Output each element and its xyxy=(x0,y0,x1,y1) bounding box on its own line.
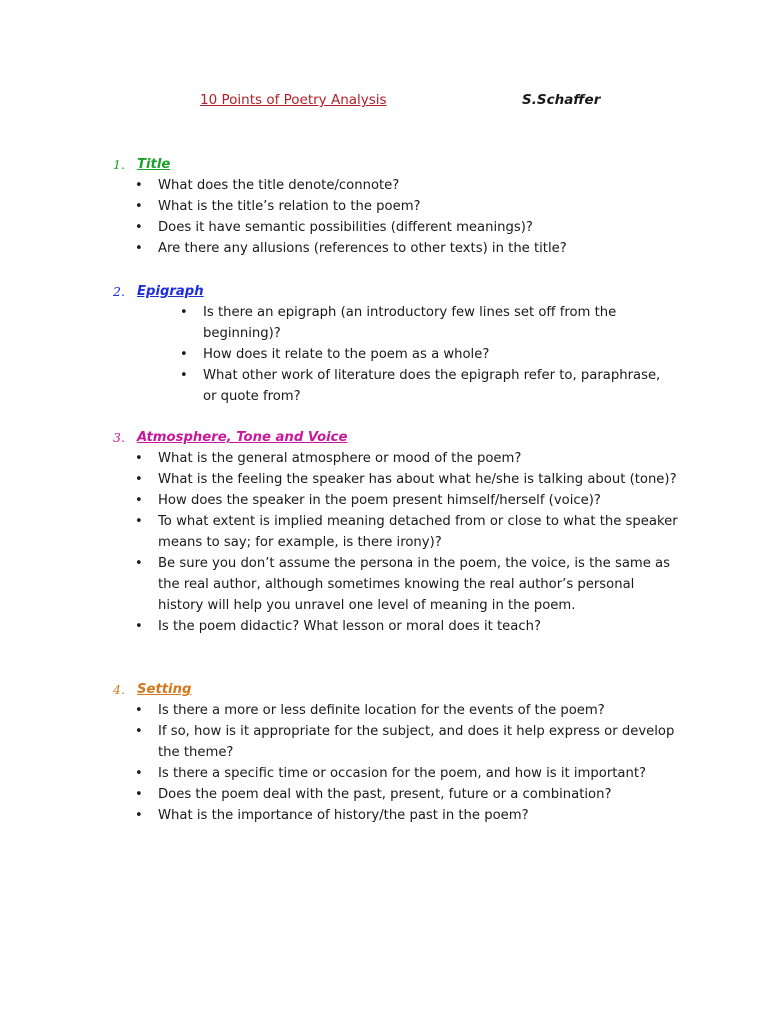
list-item: • What is the importance of history/the past in the poem? xyxy=(0,805,768,826)
list-item: • What other work of literature does the epigraph refer to, paraphrase, or quote from? xyxy=(0,365,768,407)
bullet-list xyxy=(0,175,768,259)
list-item: • How does it relate to the poem as a whole? xyxy=(0,344,768,365)
bullet-icon: • xyxy=(135,514,143,529)
list-item: • Is there a specific time or occasion for the poem, and how is it important? xyxy=(0,763,768,784)
bullet-icon: • xyxy=(135,199,143,214)
section-heading-text: Setting xyxy=(137,682,192,697)
list-item: • If so, how is it appropriate for the subject, and does it help express or develop the theme? xyxy=(0,721,768,763)
list-item: • Be sure you don’t assume the persona in the poem, the voice, is the same as the real author, although sometimes knowing the real author’s personal history will help you unravel one level of meaning in the poem. xyxy=(0,553,768,616)
bullet-icon: • xyxy=(135,241,143,256)
section-setting xyxy=(0,679,768,826)
list-item: • Does the poem deal with the past, present, future or a combination? xyxy=(0,784,768,805)
bullet-list xyxy=(0,448,768,637)
section-heading xyxy=(0,281,768,302)
bullet-icon: • xyxy=(135,472,143,487)
bullet-icon: • xyxy=(135,787,143,802)
bullet-icon: • xyxy=(180,368,188,383)
list-item: • Are there any allusions (references to other texts) in the title? xyxy=(0,238,768,259)
document-header xyxy=(0,92,768,112)
section-heading xyxy=(0,679,768,700)
bullet-icon: • xyxy=(135,808,143,823)
list-item: • What is the general atmosphere or mood of the poem? xyxy=(0,448,768,469)
bullet-icon: • xyxy=(135,619,143,634)
list-item: • How does the speaker in the poem present himself/herself (voice)? xyxy=(0,490,768,511)
section-heading xyxy=(0,427,768,448)
document-author: S.Schaffer xyxy=(522,92,601,108)
list-item: • Is there a more or less definite location for the events of the poem? xyxy=(0,700,768,721)
list-item: • Does it have semantic possibilities (different meanings)? xyxy=(0,217,768,238)
bullet-icon: • xyxy=(180,305,188,320)
bullet-list xyxy=(0,700,768,826)
document-title: 10 Points of Poetry Analysis xyxy=(200,92,387,108)
bullet-icon: • xyxy=(135,766,143,781)
section-number: 1. xyxy=(113,157,125,172)
section-number: 2. xyxy=(113,284,125,299)
list-item: • To what extent is implied meaning detached from or close to what the speaker means to say; for example, is there irony)? xyxy=(0,511,768,553)
bullet-icon: • xyxy=(135,703,143,718)
section-heading xyxy=(0,154,768,175)
section-heading-text: Title xyxy=(137,157,171,172)
bullet-icon: • xyxy=(135,178,143,193)
bullet-list xyxy=(0,302,768,407)
list-item: • Is there an epigraph (an introductory few lines set off from the beginning)? xyxy=(0,302,768,344)
section-number: 4. xyxy=(113,682,125,697)
section-heading-text: Epigraph xyxy=(137,284,204,299)
bullet-icon: • xyxy=(180,347,188,362)
section-epigraph xyxy=(0,281,768,407)
section-number: 3. xyxy=(113,430,125,445)
bullet-icon: • xyxy=(135,493,143,508)
bullet-icon: • xyxy=(135,556,143,571)
section-title xyxy=(0,154,768,259)
list-item: • Is the poem didactic? What lesson or moral does it teach? xyxy=(0,616,768,637)
list-item: • What does the title denote/connote? xyxy=(0,175,768,196)
bullet-icon: • xyxy=(135,220,143,235)
list-item: • What is the feeling the speaker has about what he/she is talking about (tone)? xyxy=(0,469,768,490)
bullet-icon: • xyxy=(135,451,143,466)
section-atmosphere xyxy=(0,427,768,637)
bullet-icon: • xyxy=(135,724,143,739)
list-item: • What is the title’s relation to the poem? xyxy=(0,196,768,217)
section-heading-text: Atmosphere, Tone and Voice xyxy=(137,430,348,445)
